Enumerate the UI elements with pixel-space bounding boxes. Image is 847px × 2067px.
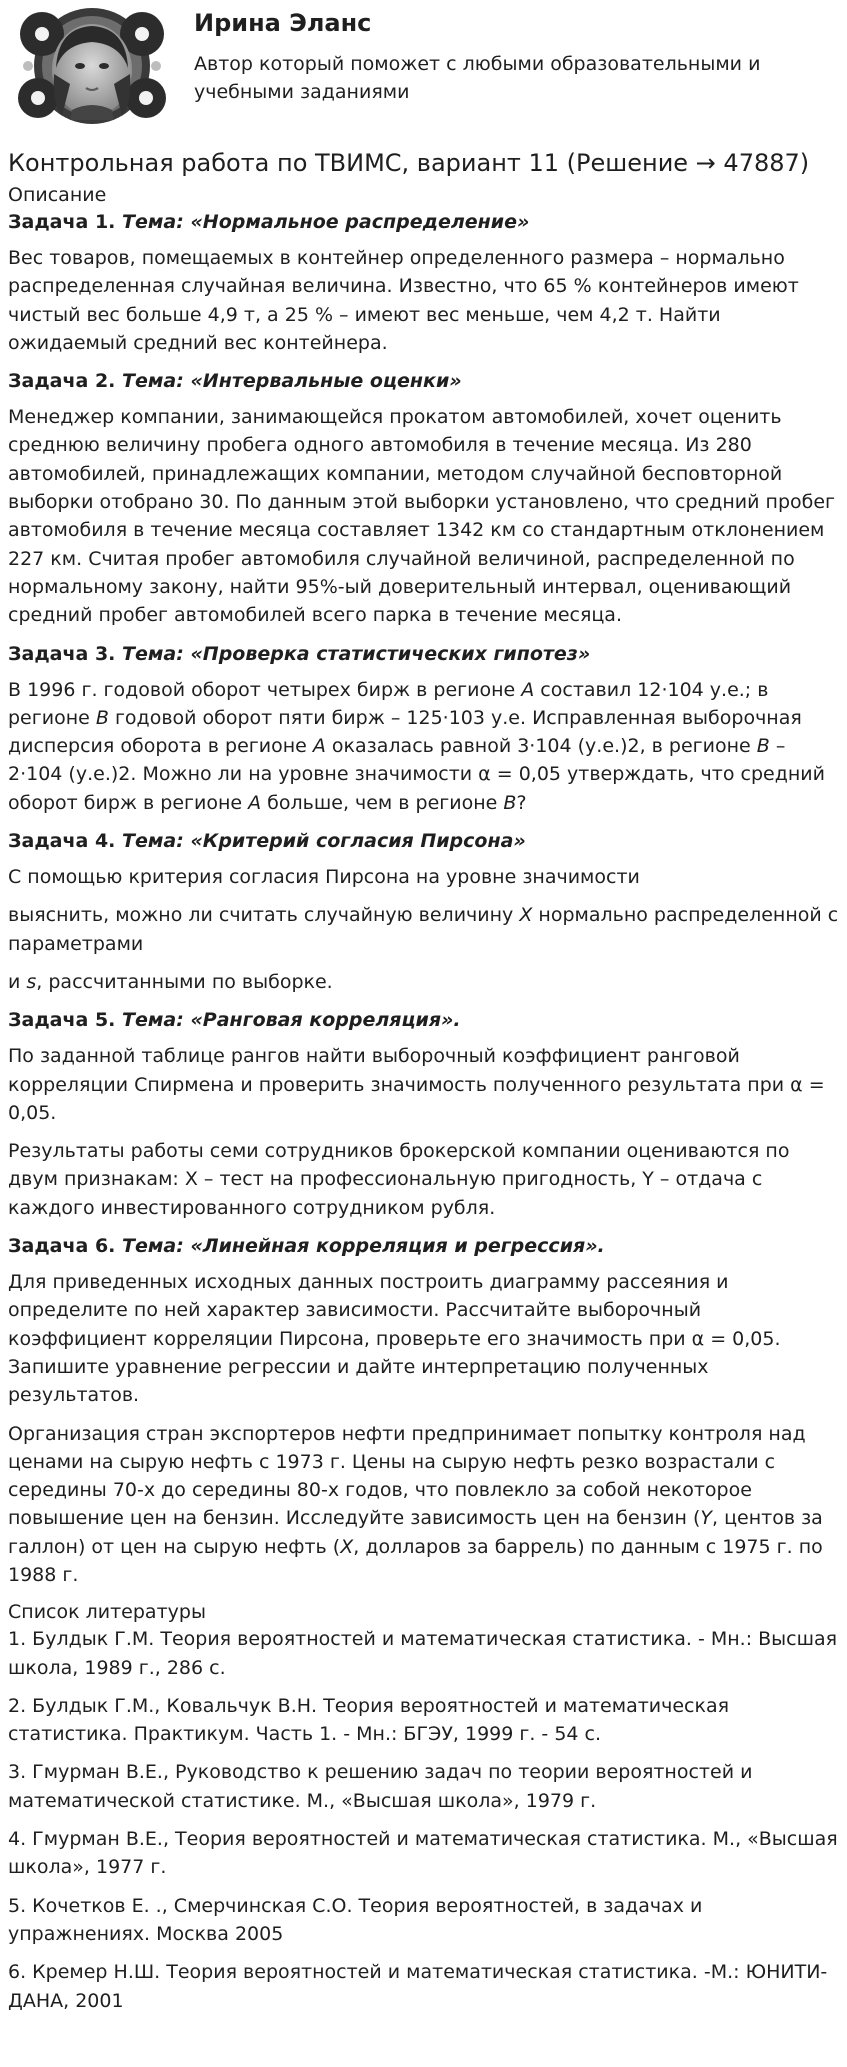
task-label: Задача 2. xyxy=(8,370,116,393)
reference-item: 2. Булдык Г.М., Ковальчук В.Н. Теория вероятностей и математическая статистика. Практикум. Часть 1. - Мн.: БГЭУ, 1999 г. - 54 с. xyxy=(8,1694,730,1746)
task-label: Задача 5. xyxy=(8,1009,116,1032)
task-label: Задача 4. xyxy=(8,830,116,853)
task-heading xyxy=(8,827,839,855)
task-text: Результаты работы семи сотрудников брокерской компании оцениваются по двум признакам: X – тест на профессиональную пригодность, Y – отдача с каждого инвестированного сотрудником рубля. xyxy=(8,1140,790,1219)
text-fragment: Организация стран экспортеров нефти предпринимает попытку контроля над ценами на сырую нефть с 1973 г. Цены на сырую нефть резко возрастали с середины 70-х до середины 80-х годов, что повлекло за собой некоторое повышение цен на бензин. Исследуйте зависимость цен на бензин ( xyxy=(8,1422,806,1530)
task-text xyxy=(8,1420,839,1590)
references-label: Список литературы xyxy=(8,1601,206,1624)
variable: X xyxy=(340,1535,354,1558)
author-description: Автор который поможет с любыми образовательными и учебными заданиями xyxy=(194,53,761,103)
task-1 xyxy=(8,208,839,357)
variable: В xyxy=(95,706,109,729)
text-fragment: и xyxy=(8,970,27,993)
task-heading xyxy=(8,640,839,668)
task-heading xyxy=(8,208,839,236)
task-text: Менеджер компании, занимающейся прокатом автомобилей, хочет оценить среднюю величину пробега одного автомобиля в течение месяца. Из 280 автомобилей, принадлежащих компании, методом случайной бесповторной выборки отобрано 30. По данным этой выборки установлено, что средний пробег автомобиля в течение месяца составляет 1342 км со стандартным отклонением 227 км. Считая пробег автомобиля случайной величиной, распределенной по нормальному закону, найти 95%-ый доверительный интервал, оценивающий средний пробег автомобилей всего парка в течение месяца. xyxy=(8,406,836,627)
text-fragment: нормально распределенной с параметрами xyxy=(8,904,839,955)
task-label: Задача 3. xyxy=(8,642,116,665)
author-name[interactable]: Ирина Эланс xyxy=(194,9,372,37)
reference-item: 3. Гмурман В.Е., Руководство к решению задач по теории вероятностей и математической статистике. М., «Высшая школа», 1979 г. xyxy=(8,1761,753,1812)
text-fragment: – 2·104 (у.е.)2. Можно ли на уровне значимости α = 0,05 утверждать, что средний оборот бирж в регионе xyxy=(8,735,825,814)
task-topic: Тема: «Проверка статистических гипотез» xyxy=(122,642,591,665)
text-fragment: составил 12·104 у.е.; в регионе xyxy=(8,678,769,729)
task-topic: Тема: «Интервальные оценки» xyxy=(122,370,462,393)
variable: В xyxy=(756,735,770,758)
task-text xyxy=(8,676,839,817)
text-fragment: выяснить, можно ли считать случайную величину xyxy=(8,904,520,927)
task-topic: Тема: «Критерий согласия Пирсона» xyxy=(122,830,526,853)
task-6 xyxy=(8,1232,839,1589)
task-heading xyxy=(8,1232,839,1260)
text-fragment: В 1996 г. годовой оборот четырех бирж в регионе xyxy=(8,678,522,701)
variable: А xyxy=(521,678,535,701)
variable: А xyxy=(312,735,326,758)
text-fragment: , центов за галлон) от цен на сырую нефть ( xyxy=(8,1507,823,1558)
reference-item: 6. Кремер Н.Ш. Теория вероятностей и математическая статистика. -М.: ЮНИТИ-ДАНА, 2001 xyxy=(8,1961,828,2012)
task-text: С помощью критерия согласия Пирсона на уровне значимости xyxy=(8,866,640,889)
variable: Y xyxy=(700,1507,713,1530)
task-topic: Тема: «Линейная корреляция и регрессия». xyxy=(122,1235,605,1258)
task-topic: Тема: «Нормальное распределение» xyxy=(122,211,530,233)
author-card xyxy=(8,0,839,128)
text-fragment: ? xyxy=(516,791,527,814)
author-avatar[interactable] xyxy=(14,4,170,128)
task-4 xyxy=(8,827,839,996)
document-title: Контрольная работа по ТВИМС, вариант 11 (Решение → 47887) xyxy=(8,149,810,177)
task-label: Задача 1. xyxy=(8,211,116,233)
text-fragment: , рассчитанными по выборке. xyxy=(36,970,333,993)
text-fragment: , долларов за баррель) по данным с 1975 г. по 1988 г. xyxy=(8,1535,823,1586)
description-label: Описание xyxy=(8,184,107,206)
task-3 xyxy=(8,640,839,817)
reference-item: 5. Кочетков Е. ., Смерчинская С.О. Теория вероятностей, в задачах и упражнениях. Москва 2005 xyxy=(8,1894,703,1945)
variable: s xyxy=(26,970,37,993)
task-5 xyxy=(8,1006,839,1222)
task-topic: Тема: «Ранговая корреляция». xyxy=(122,1009,461,1032)
variable: X xyxy=(519,904,533,927)
reference-item: 4. Гмурман В.Е., Теория вероятностей и математическая статистика. М., «Высшая школа», 1977 г. xyxy=(8,1828,838,1879)
task-text xyxy=(8,901,839,958)
text-fragment: больше, чем в регионе xyxy=(261,791,504,814)
task-text xyxy=(8,968,839,996)
task-text: По заданной таблице рангов найти выборочный коэффициент ранговой корреляции Спирмена и проверить значимость полученного результата при α = 0,05. xyxy=(8,1045,825,1124)
reference-item: 1. Булдык Г.М. Теория вероятностей и математическая статистика. - Мн.: Высшая школа, 1989 г., 286 с. xyxy=(8,1628,838,1679)
text-fragment: оказалась равной 3·104 (у.е.)2, в регионе xyxy=(325,735,757,758)
variable: В xyxy=(503,791,517,814)
variable: А xyxy=(248,791,262,814)
task-heading xyxy=(8,1006,839,1034)
references xyxy=(8,1599,839,2015)
task-text: Вес товаров, помещаемых в контейнер определенного размера – нормально распределенная случайная величина. Известно, что 65 % контейнеров имеют чистый вес больше 4,9 т, а 25 % – имеют вес меньше, чем 4,2 т. Найти ожидаемый средний вес контейнера. xyxy=(8,247,799,354)
task-2 xyxy=(8,367,839,629)
task-text: Для приведенных исходных данных построить диаграмму рассеяния и определите по ней характер зависимости. Рассчитайте выборочный коэффициент корреляции Пирсона, проверьте его значимость при α = 0,05. Запишите уравнение регрессии и дайте интерпретацию полученных результатов. xyxy=(8,1271,781,1407)
text-fragment: годовой оборот пяти бирж – 125·103 у.е. Исправленная выборочная дисперсия оборота в регионе xyxy=(8,706,802,758)
author-info xyxy=(194,8,834,106)
task-label: Задача 6. xyxy=(8,1235,116,1258)
task-heading xyxy=(8,367,839,395)
